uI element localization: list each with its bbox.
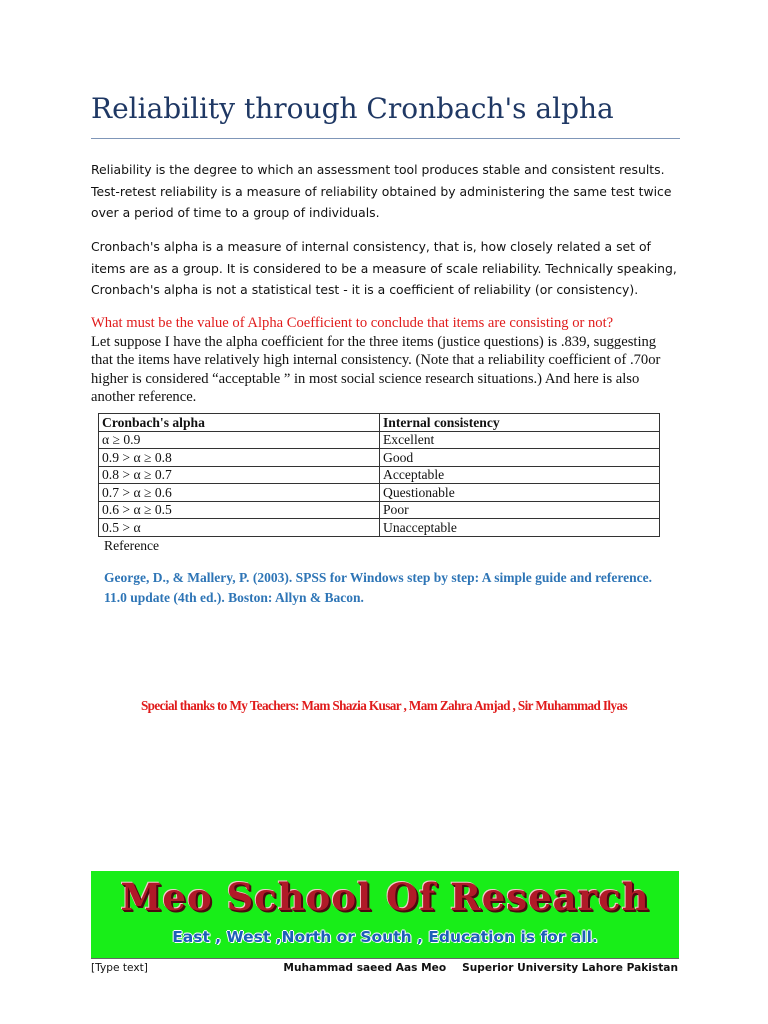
table-cell-rating: Unacceptable (380, 519, 660, 537)
table-cell-rating: Questionable (380, 484, 660, 502)
example-paragraph: Let suppose I have the alpha coefficient for the three items (justice questions) is .839, suggesting that the items have relatively high internal consistency. (Note that a reliability coefficient of .70or higher is considered “acceptable ” in most social science research situations.) And here is also another reference. (91, 334, 661, 406)
table-cell-range: α ≥ 0.9 (99, 431, 380, 449)
table-row (99, 449, 660, 467)
reliability-definition-paragraph: Reliability is the degree to which an assessment tool produces stable and consistent results. Test-retest reliability is a measure of reliability obtained by administering the same test twice over a period of time to a group of individuals. (91, 162, 672, 220)
title-underline (91, 138, 680, 139)
alpha-consistency-table (98, 413, 660, 537)
table-cell-rating: Poor (380, 501, 660, 519)
page-title: Reliability through Cronbach's alpha (91, 92, 614, 125)
table-header-consistency: Internal consistency (380, 414, 660, 432)
table-cell-range: 0.8 > α ≥ 0.7 (99, 466, 380, 484)
footer-credits (283, 962, 678, 974)
table-row (99, 466, 660, 484)
footer-institution: Superior University Lahore Pakistan (462, 962, 678, 974)
banner-title: Meo School Of Research (120, 875, 650, 919)
table-cell-rating: Good (380, 449, 660, 467)
banner-slogan: East , West ,North or South , Education is for all. (172, 928, 598, 946)
cronbach-definition-paragraph: Cronbach's alpha is a measure of internal consistency, that is, how closely related a set of items are as a group. It is considered to be a measure of scale reliability. Technically speaking, Cronbach's alpha is not a statistical test - it is a coefficient of reliability (or consistency). (91, 239, 677, 297)
table-cell-rating: Excellent (380, 431, 660, 449)
school-banner (91, 871, 679, 958)
table-cell-range: 0.7 > α ≥ 0.6 (99, 484, 380, 502)
table-cell-range: 0.6 > α ≥ 0.5 (99, 501, 380, 519)
reference-citation: George, D., & Mallery, P. (2003). SPSS for Windows step by step: A simple guide and reference. 11.0 update (4th ed.). Boston: Allyn & Bacon. (104, 570, 652, 605)
reference-label: Reference (104, 538, 160, 553)
table-row (99, 501, 660, 519)
table-row (99, 484, 660, 502)
table-cell-range: 0.9 > α ≥ 0.8 (99, 449, 380, 467)
table-row (99, 519, 660, 537)
table-header-alpha: Cronbach's alpha (99, 414, 380, 432)
footer-author: Muhammad saeed Aas Meo (283, 962, 447, 974)
table-cell-rating: Acceptable (380, 466, 660, 484)
table-header-row (99, 414, 660, 432)
question-heading: What must be the value of Alpha Coefficient to conclude that items are consisting or not? (91, 315, 614, 331)
footer-divider (91, 958, 679, 959)
table-row (99, 431, 660, 449)
table-cell-range: 0.5 > α (99, 519, 380, 537)
footer-placeholder-text: [Type text] (91, 962, 148, 974)
special-thanks: Special thanks to My Teachers: Mam Shazia Kusar , Mam Zahra Amjad , Sir Muhammad Ilyas (140, 698, 628, 713)
